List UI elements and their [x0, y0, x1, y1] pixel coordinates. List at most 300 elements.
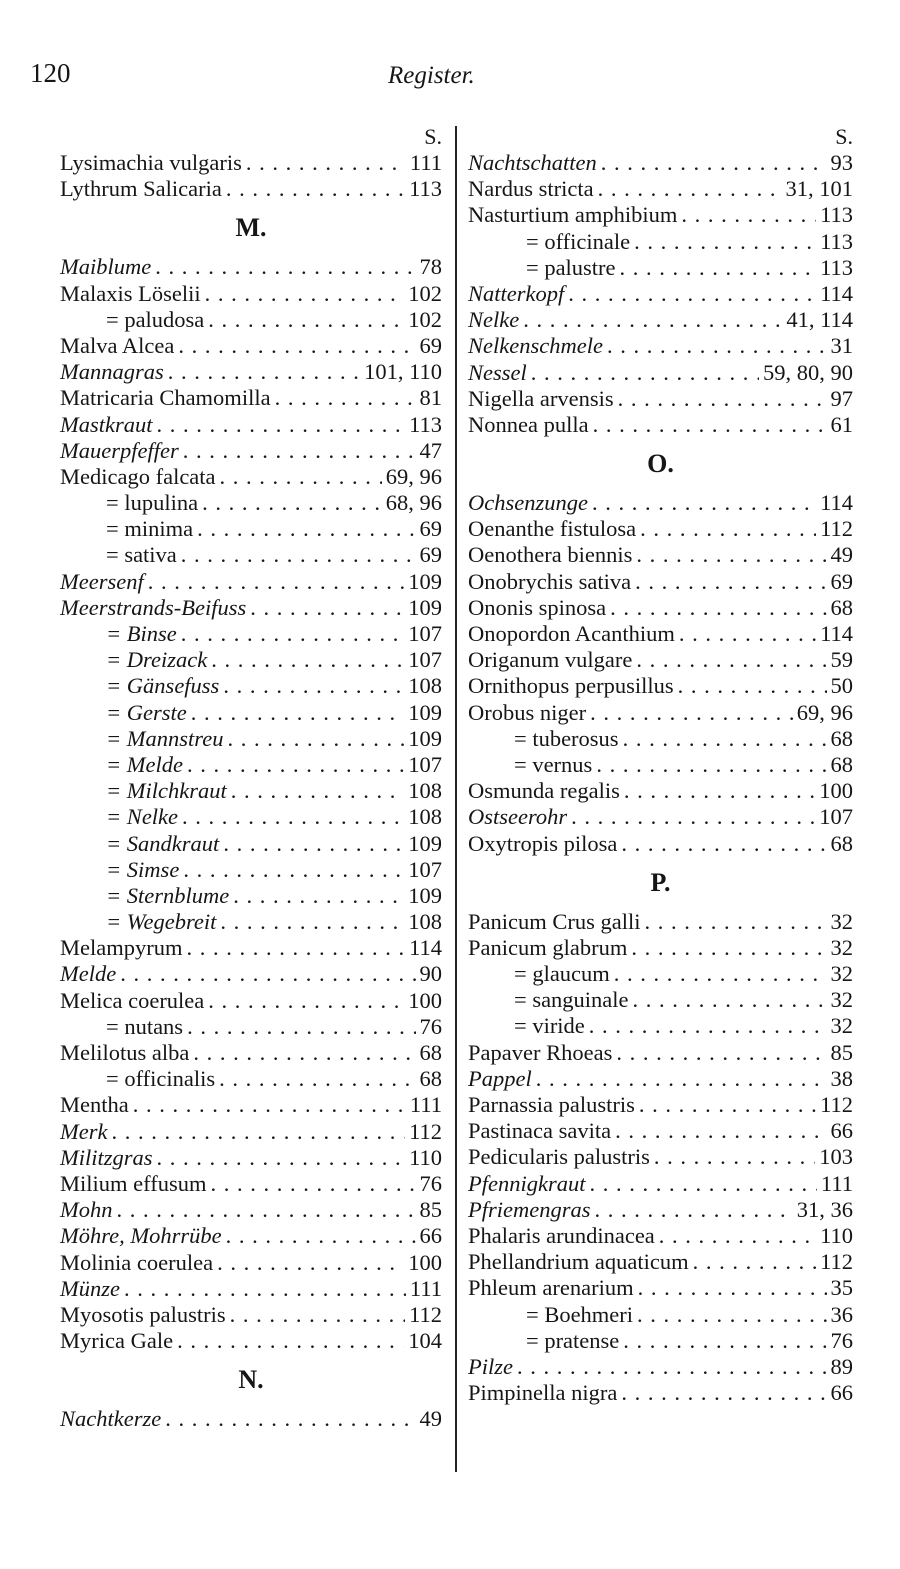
dot-leader [246, 150, 406, 176]
index-entry [60, 909, 442, 935]
entry-pages: 114 [820, 621, 853, 646]
entry-pages: 110 [409, 1144, 442, 1170]
index-entry [468, 333, 853, 359]
dot-leader [202, 490, 382, 516]
index-entry [468, 1302, 853, 1328]
dot-leader [208, 307, 404, 333]
dot-leader [157, 412, 406, 438]
entry-pages: 113 [409, 176, 442, 202]
index-entry [60, 516, 442, 542]
entry-name: Ononis spinosa [468, 594, 607, 620]
entry-name: Pfriemengras [468, 1196, 591, 1222]
entry-pages: 112 [409, 1118, 442, 1144]
dot-leader [148, 569, 405, 595]
entry-name: = glaucum [514, 961, 610, 987]
entry-name: Melica coerulea [60, 987, 205, 1013]
dot-leader [616, 1040, 826, 1066]
entry-pages: 111 [409, 150, 442, 175]
entry-pages: 108 [408, 804, 442, 830]
index-entry [468, 516, 853, 542]
entry-name: = sanguinale [514, 987, 629, 1013]
index-entry [60, 438, 442, 464]
page-number: 120 [30, 58, 71, 88]
index-entry [60, 1145, 442, 1171]
entry-name: = paludosa [106, 306, 205, 332]
entry-name: Phalaris arundinacea [468, 1222, 655, 1248]
entry-name: Melde [60, 961, 117, 987]
dot-leader [223, 673, 404, 699]
entry-pages: 114 [820, 490, 853, 516]
entry-name: Pappel [468, 1065, 532, 1091]
index-entry [468, 1066, 853, 1092]
index-entry [468, 281, 853, 307]
entry-name: Münze [60, 1275, 120, 1301]
entry-name: = pratense [526, 1327, 620, 1353]
dot-leader [205, 281, 405, 307]
entry-name: Militzgras [60, 1144, 153, 1170]
dot-leader [607, 333, 827, 359]
dot-leader [181, 621, 404, 647]
dot-leader [124, 1276, 406, 1302]
entry-name: = palustre [526, 254, 616, 280]
index-entry [468, 1328, 853, 1354]
index-entry [60, 333, 442, 359]
dot-leader [187, 752, 404, 778]
dot-leader [219, 1066, 415, 1092]
entry-pages: 100 [819, 778, 853, 804]
entry-pages: 109 [408, 594, 442, 620]
entry-name: Natterkopf [468, 280, 565, 306]
entry-pages: 93 [830, 150, 853, 175]
entry-pages: 32 [830, 1013, 853, 1039]
entry-pages: 59, 80, 90 [763, 359, 853, 385]
index-entry [468, 961, 853, 987]
dot-leader [117, 1197, 416, 1223]
entry-pages: 76 [830, 1327, 853, 1353]
entry-name: = viride [514, 1013, 585, 1039]
entry-name: Mannagras [60, 359, 164, 385]
entry-name: = Dreizack [106, 647, 208, 673]
entry-pages: 111 [409, 1092, 442, 1118]
entry-name: Meerstrands-Beifuss [60, 594, 247, 620]
index-entry [468, 569, 853, 595]
entry-pages: 81 [419, 385, 442, 411]
index-entry [468, 673, 853, 699]
entry-name: Pfennigkraut [468, 1170, 586, 1196]
entry-name: = Simse [106, 856, 180, 882]
dot-leader [654, 1144, 815, 1170]
index-entry [60, 1092, 442, 1118]
dot-leader [217, 1250, 404, 1276]
index-list-right [468, 150, 853, 1406]
entry-pages: 85 [419, 1197, 442, 1223]
entry-name: = Boehmeri [526, 1301, 634, 1327]
entry-pages: 107 [408, 647, 442, 673]
entry-pages: 32 [830, 908, 853, 934]
entry-pages: 102 [408, 306, 442, 332]
index-list-left [60, 150, 442, 1432]
entry-pages: 68 [830, 830, 853, 856]
dot-leader [621, 831, 826, 857]
entry-name: Merk [60, 1118, 108, 1144]
entry-name: = tuberosus [514, 725, 619, 751]
index-entry [60, 385, 442, 411]
entry-pages: 66 [419, 1223, 442, 1249]
section-letter: N. [238, 1365, 264, 1395]
dot-leader [208, 988, 404, 1014]
entry-name: = nutans [106, 1013, 184, 1039]
entry-pages: 49 [419, 1406, 442, 1432]
entry-name: Onobrychis sativa [468, 568, 632, 594]
dot-leader [210, 1171, 415, 1197]
entry-name: Parnassia palustris [468, 1092, 635, 1117]
dot-leader [193, 1040, 415, 1066]
entry-pages: 36 [830, 1301, 853, 1327]
entry-pages: 31, 36 [796, 1196, 853, 1222]
entry-pages: 100 [408, 1249, 442, 1275]
dot-leader [211, 647, 404, 673]
dot-leader [693, 1249, 817, 1275]
dot-leader [231, 778, 404, 804]
entry-pages: 102 [408, 280, 442, 306]
entry-pages: 113 [409, 411, 442, 437]
entry-pages: 68 [830, 725, 853, 751]
entry-pages: 50 [830, 673, 853, 699]
entry-name: Oxytropis pilosa [468, 830, 618, 856]
dot-leader [197, 516, 415, 542]
entry-pages: 107 [408, 621, 442, 646]
entry-name: Osmunda regalis [468, 778, 620, 804]
index-entry [60, 857, 442, 883]
dot-leader [679, 621, 816, 647]
entry-name: = minima [106, 516, 194, 542]
dot-leader [636, 647, 826, 673]
entry-name: Ornithopus perpusillus [468, 673, 674, 699]
entry-pages: 107 [408, 751, 442, 777]
dot-leader [659, 1223, 816, 1249]
index-entry [468, 490, 853, 516]
dot-leader [133, 1092, 406, 1118]
entry-name: = officinalis [106, 1066, 216, 1092]
entry-pages: 76 [419, 1170, 442, 1196]
entry-name: Oenanthe fistulosa [468, 516, 637, 542]
dot-leader [223, 831, 404, 857]
entry-name: Pastinaca savita [468, 1118, 612, 1144]
index-entry [60, 647, 442, 673]
index-entry [60, 1171, 442, 1197]
entry-pages: 114 [820, 280, 853, 306]
dot-leader [275, 385, 416, 411]
index-entry [60, 1066, 442, 1092]
dot-leader [191, 700, 404, 726]
dot-leader [177, 1328, 404, 1354]
index-entry [60, 307, 442, 333]
entry-pages: 68 [419, 1066, 442, 1092]
entry-pages: 78 [419, 254, 442, 280]
running-head: Register. [388, 62, 475, 89]
index-entry [468, 1354, 853, 1380]
index-entry [468, 229, 853, 255]
dot-leader [230, 1302, 405, 1328]
index-entry [60, 1119, 442, 1145]
dot-leader [592, 490, 816, 516]
entry-pages: 68, 96 [385, 490, 442, 516]
entry-pages: 108 [408, 778, 442, 804]
index-entry [468, 1223, 853, 1249]
entry-pages: 112 [409, 1301, 442, 1327]
entry-pages: 31, 101 [785, 176, 853, 202]
index-entry [60, 961, 442, 987]
entry-pages: 107 [408, 856, 442, 882]
entry-pages: 111 [820, 1170, 853, 1196]
dot-leader [614, 961, 827, 987]
entry-name: Nigella arvensis [468, 385, 614, 411]
index-entry [60, 542, 442, 568]
entry-pages: 69, 96 [796, 699, 853, 725]
entry-name: Matricaria Chamomilla [60, 385, 271, 411]
entry-name: = Melde [106, 751, 184, 777]
dot-leader [639, 1092, 816, 1118]
index-entry [468, 1040, 853, 1066]
entry-pages: 69 [419, 332, 442, 358]
entry-name: Ochsenzunge [468, 490, 588, 516]
entry-pages: 69 [419, 516, 442, 542]
dot-leader [595, 1197, 793, 1223]
entry-pages: 66 [830, 1118, 853, 1144]
index-entry [468, 909, 853, 935]
entry-pages: 112 [820, 1249, 853, 1275]
index-entry [468, 726, 853, 752]
dot-leader [178, 333, 415, 359]
index-entry [60, 1197, 442, 1223]
index-entry [468, 647, 853, 673]
entry-pages: 108 [408, 909, 442, 935]
index-entry [60, 464, 442, 490]
entry-pages: 100 [408, 987, 442, 1013]
dot-leader [568, 281, 816, 307]
entry-name: = lupulina [106, 490, 199, 516]
entry-name: = Binse [106, 621, 177, 646]
entry-pages: 103 [819, 1144, 853, 1170]
index-entry [468, 1013, 853, 1039]
entry-pages: 113 [820, 254, 853, 280]
dot-leader [227, 726, 404, 752]
entry-name: Nardus stricta [468, 176, 594, 202]
entry-name: Medicago falcata [60, 463, 216, 489]
index-entry [60, 176, 442, 202]
dot-leader [182, 804, 404, 830]
entry-pages: 107 [819, 804, 853, 830]
dot-leader [596, 752, 826, 778]
index-entry [468, 1092, 853, 1118]
entry-name: = Milchkraut [106, 778, 227, 804]
entry-pages: 61 [830, 411, 853, 437]
dot-leader [111, 1119, 405, 1145]
entry-pages: 59 [830, 647, 853, 673]
dot-leader [523, 307, 782, 333]
dot-leader [624, 778, 815, 804]
entry-name: Molinia coerulea [60, 1249, 214, 1275]
index-entry [468, 778, 853, 804]
index-entry [60, 254, 442, 280]
index-entry [60, 883, 442, 909]
entry-name: Mentha [60, 1092, 129, 1118]
entry-name: Malaxis Löselii [60, 280, 201, 306]
index-entry [468, 1249, 853, 1275]
dot-leader [183, 857, 404, 883]
index-entry [468, 621, 853, 647]
entry-pages: 113 [820, 202, 853, 228]
index-column-left [60, 124, 442, 1432]
dot-leader [610, 595, 826, 621]
dot-leader [640, 516, 816, 542]
index-entry [60, 1014, 442, 1040]
dot-leader [621, 1380, 826, 1406]
entry-name: Mohn [60, 1197, 113, 1223]
dot-leader [634, 229, 816, 255]
index-entry [60, 1302, 442, 1328]
entry-pages: 90 [419, 961, 442, 987]
dot-leader [187, 1014, 415, 1040]
entry-pages: 109 [408, 699, 442, 725]
dot-leader [531, 360, 759, 386]
index-entry [60, 1223, 442, 1249]
entry-pages: 69, 96 [385, 463, 442, 489]
dot-leader [226, 176, 405, 202]
entry-name: = Gänsefuss [106, 673, 220, 699]
index-entry [60, 1328, 442, 1354]
entry-name: Meersenf [60, 568, 144, 594]
dot-leader [615, 1118, 826, 1144]
entry-name: Milium effusum [60, 1170, 207, 1196]
entry-pages: 68 [830, 594, 853, 620]
index-entry [468, 307, 853, 333]
index-entry [60, 359, 442, 385]
entry-pages: 108 [408, 673, 442, 699]
dot-leader [181, 542, 416, 568]
entry-name: = officinale [526, 228, 631, 254]
entry-pages: 110 [820, 1222, 853, 1248]
dot-leader [633, 987, 827, 1013]
dot-leader [631, 935, 826, 961]
index-entry [468, 1197, 853, 1223]
entry-name: Pilze [468, 1353, 513, 1379]
entry-pages: 31 [830, 333, 853, 359]
index-entry [468, 1118, 853, 1144]
index-entry [468, 360, 853, 386]
dot-leader [620, 255, 817, 281]
index-entry [468, 1275, 853, 1301]
section-letter: P. [650, 867, 671, 897]
dot-leader [635, 569, 826, 595]
entry-pages: 32 [830, 987, 853, 1013]
section-letter: O. [647, 449, 674, 479]
dot-leader [601, 150, 827, 176]
entry-name: Panicum glabrum [468, 934, 628, 960]
entry-name: Nelke [468, 307, 520, 333]
index-entry [60, 935, 442, 961]
index-entry [468, 542, 853, 568]
entry-name: = Sternblume [106, 882, 230, 908]
entry-name: Lythrum Salicaria [60, 176, 222, 202]
index-entry [60, 726, 442, 752]
entry-name: Nelkenschmele [468, 333, 603, 359]
dot-leader [593, 412, 827, 438]
entry-name: Nonnea pulla [468, 411, 589, 437]
index-entry [60, 1276, 442, 1302]
index-entry [60, 150, 442, 176]
index-entry [468, 752, 853, 778]
entry-name: Lysimachia vulgaris [60, 150, 242, 175]
entry-pages: 113 [820, 228, 853, 254]
index-entry [468, 831, 853, 857]
dot-leader [165, 1406, 415, 1432]
entry-name: Myrica Gale [60, 1328, 174, 1354]
dot-leader [638, 1275, 827, 1301]
index-entry [468, 987, 853, 1013]
index-entry [60, 595, 442, 621]
entry-pages: 76 [419, 1013, 442, 1039]
entry-name: Nachtschatten [468, 150, 597, 175]
index-entry [468, 412, 853, 438]
dot-leader [220, 909, 404, 935]
dot-leader [220, 464, 382, 490]
entry-pages: 38 [830, 1065, 853, 1091]
entry-pages: 32 [830, 934, 853, 960]
entry-pages: 32 [830, 961, 853, 987]
entry-name: Phellandrium aquaticum [468, 1249, 689, 1275]
dot-leader [623, 1328, 826, 1354]
index-entry [60, 778, 442, 804]
dot-leader [645, 909, 827, 935]
dot-leader [517, 1354, 827, 1380]
dot-leader [678, 673, 827, 699]
entry-name: Nachtkerze [60, 1406, 162, 1432]
entry-name: = Gerste [106, 699, 187, 725]
entry-name: Malva Alcea [60, 332, 175, 358]
entry-pages: 104 [408, 1328, 442, 1354]
index-entry [468, 1144, 853, 1170]
dot-leader [186, 935, 405, 961]
dot-leader [157, 1145, 406, 1171]
index-entry [60, 490, 442, 516]
dot-leader [536, 1066, 827, 1092]
entry-pages: 112 [820, 1092, 853, 1117]
index-entry [468, 255, 853, 281]
dot-leader [623, 726, 827, 752]
index-entry [468, 804, 853, 830]
entry-name: Panicum Crus galli [468, 908, 641, 934]
index-entry [468, 1171, 853, 1197]
entry-name: = vernus [514, 751, 593, 777]
entry-name: Oenothera biennis [468, 542, 633, 568]
index-entry [60, 281, 442, 307]
entry-pages: 68 [419, 1040, 442, 1065]
entry-pages: 114 [409, 935, 442, 961]
entry-name: Pedicularis palustris [468, 1144, 650, 1170]
dot-leader [618, 386, 827, 412]
dot-leader [589, 1171, 816, 1197]
index-entry [60, 1250, 442, 1276]
dot-leader [233, 883, 404, 909]
index-entry [60, 1040, 442, 1066]
dot-leader [571, 804, 815, 830]
index-column-right [468, 124, 853, 1406]
entry-pages: 89 [830, 1353, 853, 1379]
entry-name: Phleum arenarium [468, 1275, 634, 1301]
index-entry [468, 176, 853, 202]
entry-pages: 101, 110 [364, 359, 442, 385]
